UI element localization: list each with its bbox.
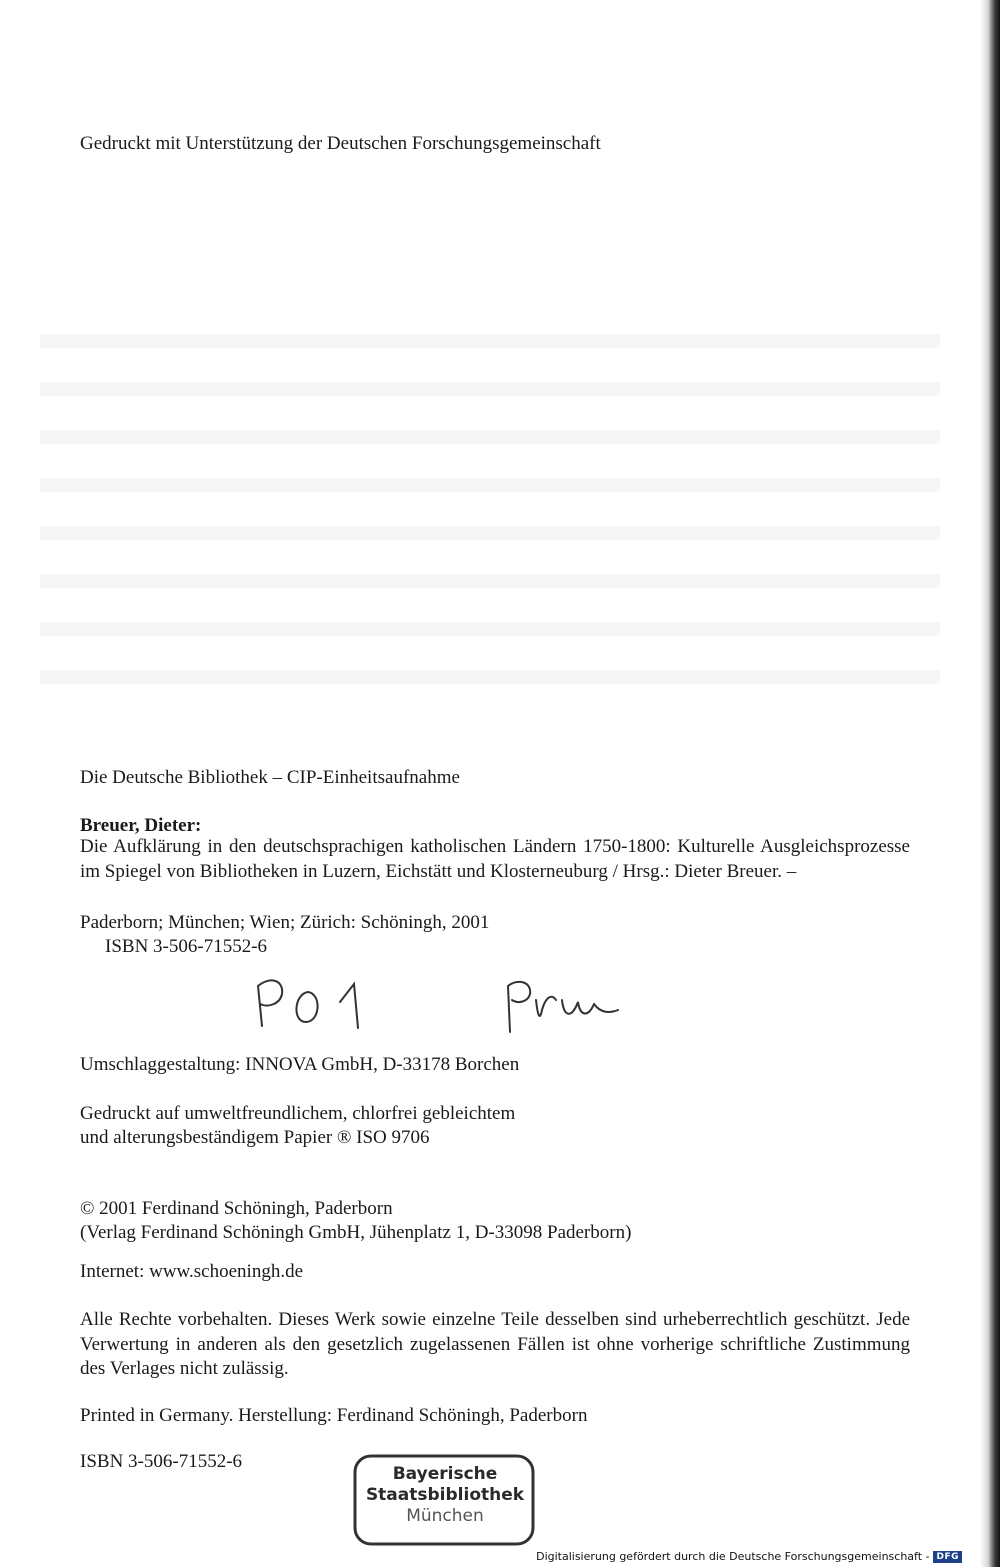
footer-text: Digitalisierung gefördert durch die Deutsche Forschungsgemeinschaft - [536, 1550, 930, 1563]
printed-in-note: Printed in Germany. Herstellung: Ferdinand Schöningh, Paderborn [80, 1405, 588, 1426]
rights-notice: Alle Rechte vorbehalten. Dieses Werk sowie einzelne Teile desselben sind urheberrechtlich geschützt. Jede Verwertung in anderen als den gesetzlich zugelassenen Fällen ist ohne vorherige schriftliche Zustimmung des Verlages nicht zulässig. [80, 1309, 910, 1379]
cip-description: Die Aufklärung in den deutschsprachigen katholischen Ländern 1750-1800: Kulturelle Ausgleichsprozesse im Spiegel von Bibliotheken in Luzern, Eichstätt und Klosterneuburg / Hrsg.: Dieter Breuer. – [80, 836, 910, 882]
stamp-line2: Staatsbibliothek [365, 1485, 525, 1505]
stamp-line3: München [406, 1506, 484, 1526]
cip-author: Breuer, Dieter: [80, 815, 202, 836]
bleed-through-text [40, 300, 940, 700]
copyright-line2: (Verlag Ferdinand Schöningh GmbH, Jühenplatz 1, D-33098 Paderborn) [80, 1222, 632, 1243]
dfg-logo-icon: DFG [933, 1551, 962, 1563]
paper-note-line1: Gedruckt auf umweltfreundlichem, chlorfrei gebleichtem [80, 1103, 516, 1124]
cip-isbn: ISBN 3-506-71552-6 [105, 936, 268, 957]
cip-imprint: Paderborn; München; Wien; Zürich: Schöningh, 2001 [80, 912, 490, 933]
handwritten-note-left [250, 970, 400, 1040]
funding-note: Gedruckt mit Unterstützung der Deutschen Forschungsgemeinschaft [80, 133, 601, 154]
internet-address: Internet: www.schoeningh.de [80, 1261, 304, 1282]
paper-note-line2: und alterungsbeständigem Papier ® ISO 9706 [80, 1127, 430, 1148]
digitization-footer [536, 1550, 962, 1563]
library-stamp [350, 1450, 540, 1550]
stamp-line1: Bayerische [392, 1464, 498, 1484]
handwritten-note-right [500, 970, 650, 1040]
copyright-line1: © 2001 Ferdinand Schöningh, Paderborn [80, 1198, 393, 1219]
cover-design-credit: Umschlaggestaltung: INNOVA GmbH, D-33178 Borchen [80, 1054, 520, 1075]
isbn-bottom: ISBN 3-506-71552-6 [80, 1451, 243, 1472]
page-edge-shadow [980, 0, 1000, 1567]
cip-heading: Die Deutsche Bibliothek – CIP-Einheitsaufnahme [80, 767, 460, 788]
